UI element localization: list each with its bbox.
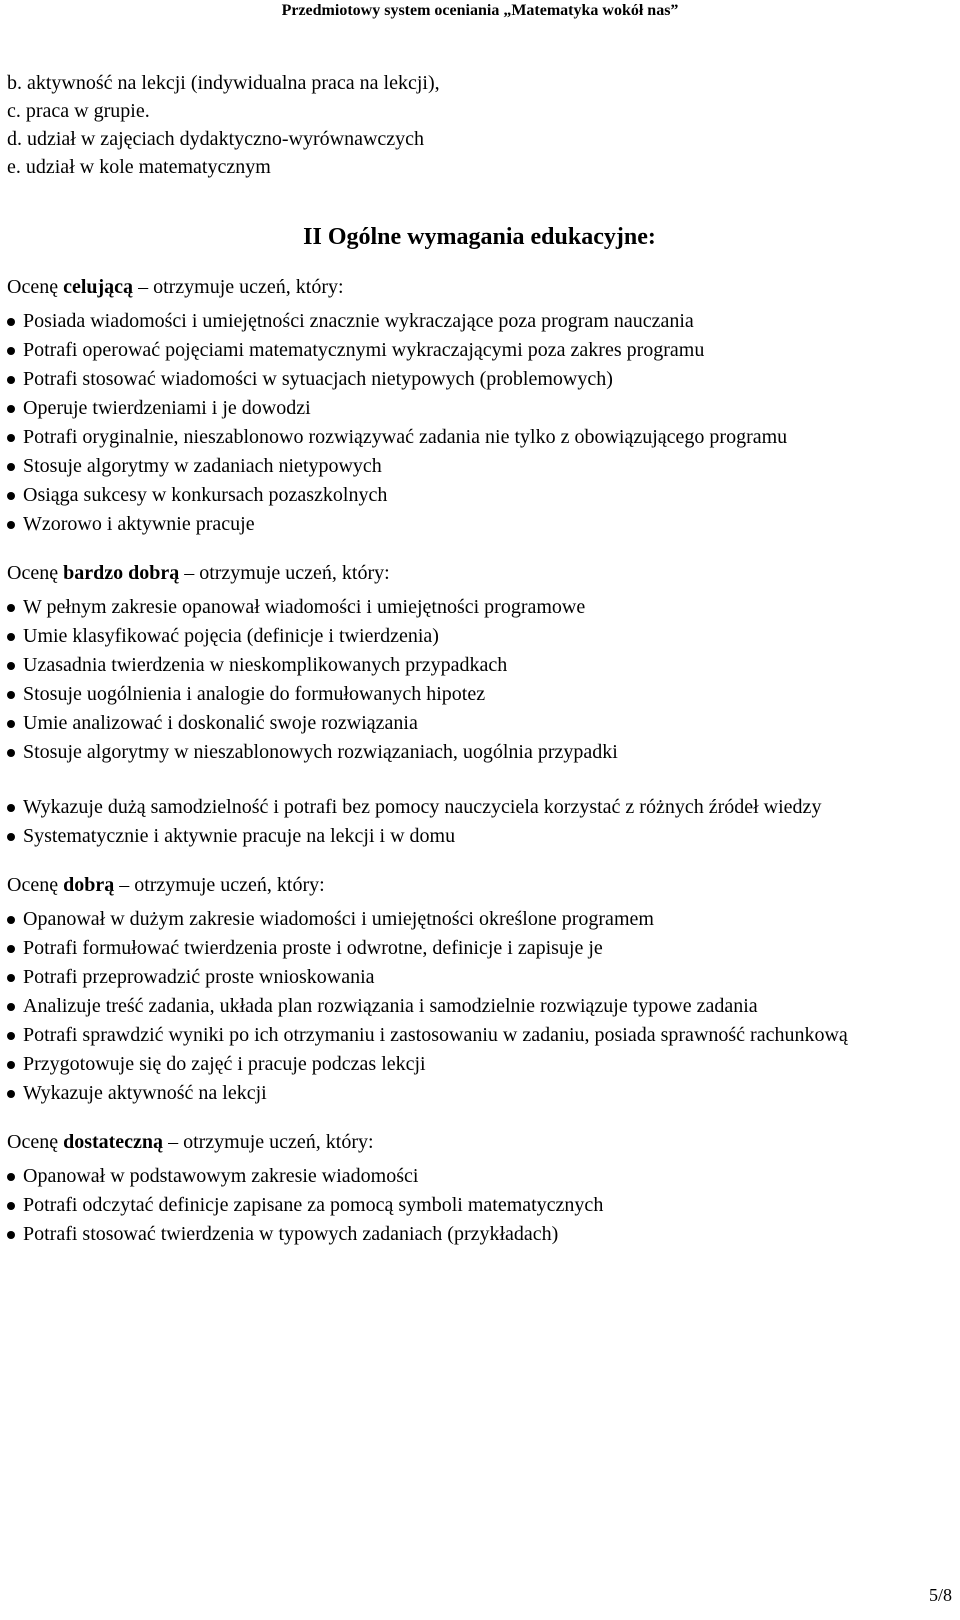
intro-item: c. praca w grupie. bbox=[7, 100, 150, 122]
bullet-icon bbox=[7, 833, 15, 841]
grade-heading-dobra bbox=[7, 871, 952, 899]
criteria-list-celujaca bbox=[7, 307, 952, 539]
grade-suffix: – otrzymuje uczeń, który: bbox=[163, 1131, 374, 1153]
criterion-item: Stosuje algorytmy w zadaniach nietypowych bbox=[7, 452, 952, 481]
criteria-list-dostateczna bbox=[7, 1162, 952, 1249]
bullet-icon bbox=[7, 347, 15, 355]
grade-prefix: Ocenę bbox=[7, 1131, 64, 1153]
criterion-item: Potrafi operować pojęciami matematycznymi wykraczającymi poza zakres programu bbox=[7, 336, 952, 365]
intro-item: b. aktywność na lekcji (indywidualna praca na lekcji), bbox=[7, 72, 440, 94]
criterion-item: Systematycznie i aktywnie pracuje na lekcji i w domu bbox=[7, 822, 952, 851]
bullet-icon bbox=[7, 1202, 15, 1210]
criterion-item: Potrafi stosować twierdzenia w typowych zadaniach (przykładach) bbox=[7, 1220, 952, 1249]
criterion-item: Umie klasyfikować pojęcia (definicje i twierdzenia) bbox=[7, 622, 952, 651]
bullet-icon bbox=[7, 691, 15, 699]
intro-list bbox=[7, 69, 952, 181]
grade-prefix: Ocenę bbox=[7, 874, 64, 896]
grade-prefix: Ocenę bbox=[7, 562, 64, 584]
bullet-icon bbox=[7, 720, 15, 728]
bullet-icon bbox=[7, 492, 15, 500]
bullet-icon bbox=[7, 1032, 15, 1040]
bullet-icon bbox=[7, 633, 15, 641]
bullet-icon bbox=[7, 463, 15, 471]
grade-name: bardzo dobrą bbox=[63, 562, 180, 584]
criteria-list-bardzo-dobra bbox=[7, 593, 952, 767]
criterion-item: W pełnym zakresie opanował wiadomości i umiejętności programowe bbox=[7, 593, 952, 622]
criterion-item: Stosuje uogólnienia i analogie do formułowanych hipotez bbox=[7, 680, 952, 709]
grade-name: dobrą bbox=[63, 874, 115, 896]
bullet-icon bbox=[7, 1003, 15, 1011]
criterion-item: Stosuje algorytmy w nieszablonowych rozwiązaniach, uogólnia przypadki bbox=[7, 738, 952, 767]
bullet-icon bbox=[7, 521, 15, 529]
bullet-icon bbox=[7, 1231, 15, 1239]
criterion-item: Uzasadnia twierdzenia w nieskomplikowanych przypadkach bbox=[7, 651, 952, 680]
criterion-item: Umie analizować i doskonalić swoje rozwiązania bbox=[7, 709, 952, 738]
bullet-icon bbox=[7, 1090, 15, 1098]
bullet-icon bbox=[7, 1061, 15, 1069]
criterion-item: Wykazuje dużą samodzielność i potrafi bez pomocy nauczyciela korzystać z różnych źródeł wiedzy bbox=[7, 793, 952, 822]
criterion-item: Potrafi formułować twierdzenia proste i odwrotne, definicje i zapisuje je bbox=[7, 934, 952, 963]
intro-item: d. udział w zajęciach dydaktyczno-wyrównawczych bbox=[7, 128, 425, 150]
document-body bbox=[7, 69, 952, 1249]
grade-heading-celujaca bbox=[7, 273, 952, 301]
grade-name: celującą bbox=[63, 276, 134, 298]
running-header: Przedmiotowy system oceniania „Matematyka wokół nas” bbox=[281, 2, 679, 19]
criterion-item: Posiada wiadomości i umiejętności znacznie wykraczające poza program nauczania bbox=[7, 307, 952, 336]
grade-suffix: – otrzymuje uczeń, który: bbox=[179, 562, 390, 584]
bullet-icon bbox=[7, 604, 15, 612]
criteria-list-bardzo-dobra-cont bbox=[7, 793, 952, 851]
grade-name: dostateczną bbox=[63, 1131, 164, 1153]
bullet-icon bbox=[7, 974, 15, 982]
bullet-icon bbox=[7, 318, 15, 326]
criteria-list-dobra bbox=[7, 905, 952, 1108]
criterion-item: Analizuje treść zadania, układa plan rozwiązania i samodzielnie rozwiązuje typowe zadania bbox=[7, 992, 952, 1021]
bullet-icon bbox=[7, 434, 15, 442]
criterion-item: Opanował w podstawowym zakresie wiadomości bbox=[7, 1162, 952, 1191]
criterion-item: Opanował w dużym zakresie wiadomości i umiejętności określone programem bbox=[7, 905, 952, 934]
criterion-item: Potrafi przeprowadzić proste wnioskowania bbox=[7, 963, 952, 992]
intro-item: e. udział w kole matematycznym bbox=[7, 156, 271, 178]
page-number: 5/8 bbox=[928, 1585, 952, 1605]
bullet-icon bbox=[7, 916, 15, 924]
criterion-item: Osiąga sukcesy w konkursach pozaszkolnych bbox=[7, 481, 952, 510]
bullet-icon bbox=[7, 1173, 15, 1181]
grade-heading-bardzo-dobra bbox=[7, 559, 952, 587]
grade-suffix: – otrzymuje uczeń, który: bbox=[133, 276, 344, 298]
criterion-item: Potrafi sprawdzić wyniki po ich otrzymaniu i zastosowaniu w zadaniu, posiada sprawność rachunkową bbox=[7, 1021, 952, 1050]
criterion-item: Przygotowuje się do zajęć i pracuje podczas lekcji bbox=[7, 1050, 952, 1079]
criterion-item: Operuje twierdzeniami i je dowodzi bbox=[7, 394, 952, 423]
bullet-icon bbox=[7, 405, 15, 413]
bullet-icon bbox=[7, 804, 15, 812]
bullet-icon bbox=[7, 662, 15, 670]
bullet-icon bbox=[7, 749, 15, 757]
criterion-item: Wzorowo i aktywnie pracuje bbox=[7, 510, 952, 539]
grade-heading-dostateczna bbox=[7, 1128, 952, 1156]
criterion-item: Potrafi stosować wiadomości w sytuacjach nietypowych (problemowych) bbox=[7, 365, 952, 394]
criterion-item: Wykazuje aktywność na lekcji bbox=[7, 1079, 952, 1108]
spacer bbox=[7, 767, 952, 793]
section-title: II Ogólne wymagania edukacyjne: bbox=[303, 224, 656, 250]
grade-suffix: – otrzymuje uczeń, który: bbox=[114, 874, 325, 896]
bullet-icon bbox=[7, 945, 15, 953]
criterion-item: Potrafi odczytać definicje zapisane za pomocą symboli matematycznych bbox=[7, 1191, 952, 1220]
grade-prefix: Ocenę bbox=[7, 276, 64, 298]
bullet-icon bbox=[7, 376, 15, 384]
criterion-item: Potrafi oryginalnie, nieszablonowo rozwiązywać zadania nie tylko z obowiązującego programu bbox=[7, 423, 952, 452]
